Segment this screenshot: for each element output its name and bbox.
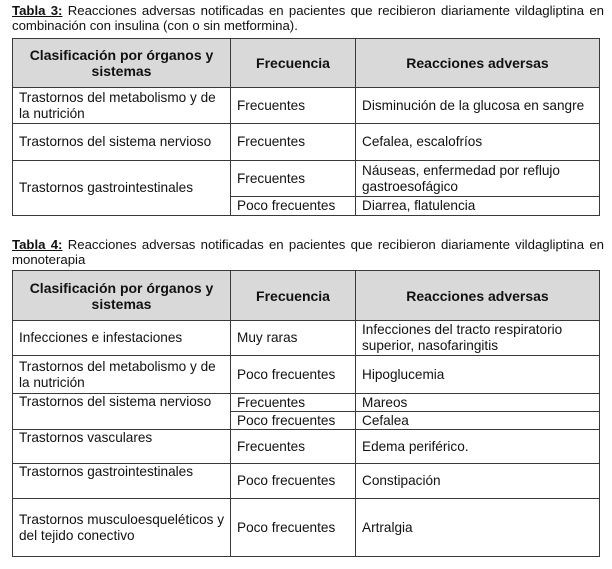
column-header-organ-class: Clasificación por órganos y sistemas [13,39,231,88]
reaction-cell: Hipoglucemia [356,356,600,394]
table4-caption-text: Reacciones adversas notificadas en pacientes que recibieron diariamente vildagliptina en monoterapia [12,237,604,267]
table3-caption-text: Reacciones adversas notificadas en pacientes que recibieron diariamente vildagliptina en combinación con insulina (con o sin metformina). [12,3,604,33]
table-row [13,124,600,161]
table-row [13,356,600,394]
frequency-cell: Frecuentes [231,394,356,412]
table-row [13,321,600,356]
table4 [12,270,600,557]
column-header-adverse-reactions: Reacciones adversas [356,271,600,321]
reaction-cell: Diarrea, flatulencia [356,197,600,216]
organ-class-cell: Infecciones e infestaciones [13,321,231,356]
table3-caption [12,3,604,33]
table3 [12,38,600,216]
frequency-cell: Frecuentes [231,430,356,464]
organ-class-cell: Trastornos musculoesqueléticos y del tejido conectivo [13,499,231,557]
organ-class-cell: Trastornos del sistema nervioso [13,124,231,161]
table-row [13,430,600,464]
reaction-cell: Cefalea [356,412,600,430]
frequency-cell: Frecuentes [231,161,356,197]
column-header-frequency: Frecuencia [231,271,356,321]
organ-class-cell: Trastornos del sistema nervioso [13,394,231,430]
table-row [13,464,600,499]
reaction-cell: Mareos [356,394,600,412]
reaction-cell: Náuseas, enfermedad por reflujo gastroesofágico [356,161,600,197]
table4-caption-label: Tabla 4: [12,237,63,252]
frequency-cell: Poco frecuentes [231,499,356,557]
organ-class-cell: Trastornos del metabolismo y de la nutrición [13,88,231,124]
frequency-cell: Frecuentes [231,88,356,124]
frequency-cell: Poco frecuentes [231,412,356,430]
frequency-cell: Frecuentes [231,124,356,161]
organ-class-cell: Trastornos del metabolismo y de la nutrición [13,356,231,394]
frequency-cell: Muy raras [231,321,356,356]
column-header-organ-class: Clasificación por órganos y sistemas [13,271,231,321]
reaction-cell: Artralgia [356,499,600,557]
table3-header-row [13,39,600,88]
reaction-cell: Cefalea, escalofríos [356,124,600,161]
table-row [13,499,600,557]
frequency-cell: Poco frecuentes [231,356,356,394]
reaction-cell: Infecciones del tracto respiratorio superior, nasofaringitis [356,321,600,356]
frequency-cell: Poco frecuentes [231,464,356,499]
frequency-cell: Poco frecuentes [231,197,356,216]
table3-caption-label: Tabla 3: [12,3,63,18]
table-row [13,394,600,412]
table4-caption [12,237,604,267]
table-row [13,161,600,197]
reaction-cell: Edema periférico. [356,430,600,464]
organ-class-cell: Trastornos gastrointestinales [13,464,231,499]
reaction-cell: Constipación [356,464,600,499]
organ-class-cell: Trastornos gastrointestinales [13,161,231,216]
table4-header-row [13,271,600,321]
organ-class-cell: Trastornos vasculares [13,430,231,464]
reaction-cell: Disminución de la glucosa en sangre [356,88,600,124]
column-header-frequency: Frecuencia [231,39,356,88]
table-row [13,88,600,124]
column-header-adverse-reactions: Reacciones adversas [356,39,600,88]
